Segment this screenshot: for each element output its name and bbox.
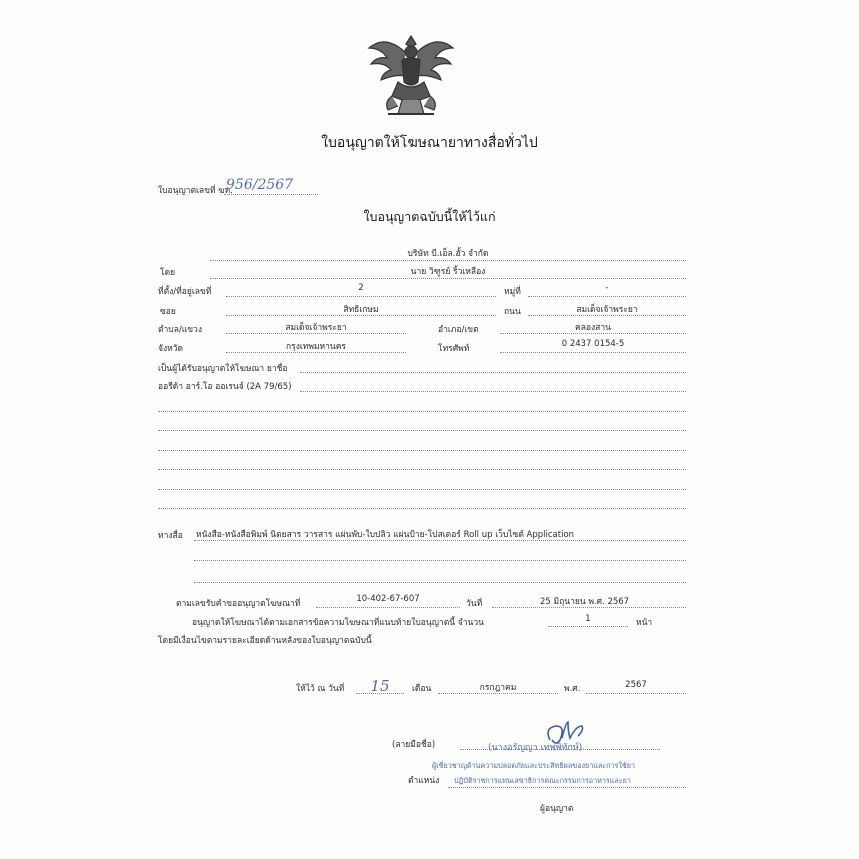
position-line1: ผู้เชี่ยวชาญด้านความปลอดภัยและประสิทธิผลของยาและการใช้ยา: [432, 761, 636, 770]
subdistrict-label: ตำบล/แขวง: [158, 325, 202, 335]
request-date-label: วันที่: [466, 599, 483, 609]
attachment-count: 1: [585, 614, 591, 624]
moo-label: หมู่ที่: [504, 287, 521, 297]
request-number: 10-402-67-607: [356, 594, 420, 604]
province-value: กรุงเทพมหานคร: [285, 342, 346, 352]
house-no-label: ที่ตั้ง/ที่อยู่เลขที่: [158, 287, 212, 297]
by-label: โดย: [160, 268, 176, 278]
province-label: จังหวัด: [158, 344, 184, 354]
signatory-role: ผู้อนุญาต: [540, 804, 574, 814]
condition-text: โดยมีเงื่อนไขตามรายละเอียดด้านหลังของใบอนุญาตฉบับนี้: [158, 636, 372, 646]
position-line2: ปฏิบัติราชการแทนเลขาธิการคณะกรรมการอาหารและยา: [454, 776, 631, 785]
district-label: อำเภอ/เขต: [438, 325, 479, 335]
media-label: ทางสื่อ: [158, 531, 183, 541]
signature-name: (นางอรัญญา เทพพิทักษ์): [488, 743, 583, 753]
given-day: 15: [370, 677, 390, 695]
phone-value: 0 2437 0154-5: [561, 339, 625, 349]
district-value: คลองสาน: [575, 323, 611, 333]
position-label: ตำแหน่ง: [408, 776, 440, 786]
request-date: 25 มิถุนายน พ.ศ. 2567: [540, 597, 630, 607]
license-no-value: 956/2567: [226, 177, 294, 193]
issued-to-heading: ใบอนุญาตฉบับนี้ให้ไว้แก่: [363, 209, 496, 224]
license-no-label: ใบอนุญาตเลขที่ ฆท.: [158, 186, 233, 196]
company-name: บริษัท บี.เอ็ล.ฮั้ว จำกัด: [407, 249, 489, 259]
signature-label: (ลายมือชื่อ): [392, 740, 436, 750]
house-no-value: 2: [358, 283, 364, 293]
moo-value: -: [605, 283, 609, 293]
road-label: ถนน: [504, 307, 521, 317]
given-month: กรกฎาคม: [479, 683, 517, 693]
garuda-emblem-icon: [362, 30, 460, 122]
given-label: ให้ไว้ ณ วันที่: [296, 684, 345, 694]
media-value: หนังสือ-หนังสือพิมพ์ นิตยสาร วารสาร แผ่นพับ-ใบปลิว แผ่นป้าย-โปสเตอร์ Roll up เว็บไซต์ Application: [196, 530, 575, 540]
road-value: สมเด็จเจ้าพระยา: [576, 305, 638, 315]
attachment-label: อนุญาตให้โฆษณาได้ตามเอกสารข้อความโฆษณาที่แนบท้ายใบอนุญาตนี้ จำนวน: [192, 618, 484, 628]
document-title: ใบอนุญาตให้โฆษณายาทางสื่อทั่วไป: [321, 135, 538, 151]
given-month-label: เดือน: [412, 684, 432, 694]
soi-value: สิทธิเกษม: [343, 305, 379, 315]
given-year-label: พ.ศ.: [564, 684, 581, 694]
drug-name: ออรีด้า อาร์.โอ ออเรนจ์ (2A 79/65): [158, 382, 292, 392]
drug-label: เป็นผู้ได้รับอนุญาตให้โฆษณา ยาชื่อ: [158, 364, 288, 374]
attachment-unit: หน้า: [636, 618, 653, 628]
phone-label: โทรศัพท์: [438, 344, 470, 354]
subdistrict-value: สมเด็จเจ้าพระยา: [285, 323, 347, 333]
by-value: นาย วิฑูรย์ ริ้วเหลือง: [410, 267, 486, 277]
request-label: ตามเลขรับคำขออนุญาตโฆษณาที่: [176, 599, 301, 609]
given-year: 2567: [625, 680, 647, 690]
soi-label: ซอย: [160, 307, 176, 317]
